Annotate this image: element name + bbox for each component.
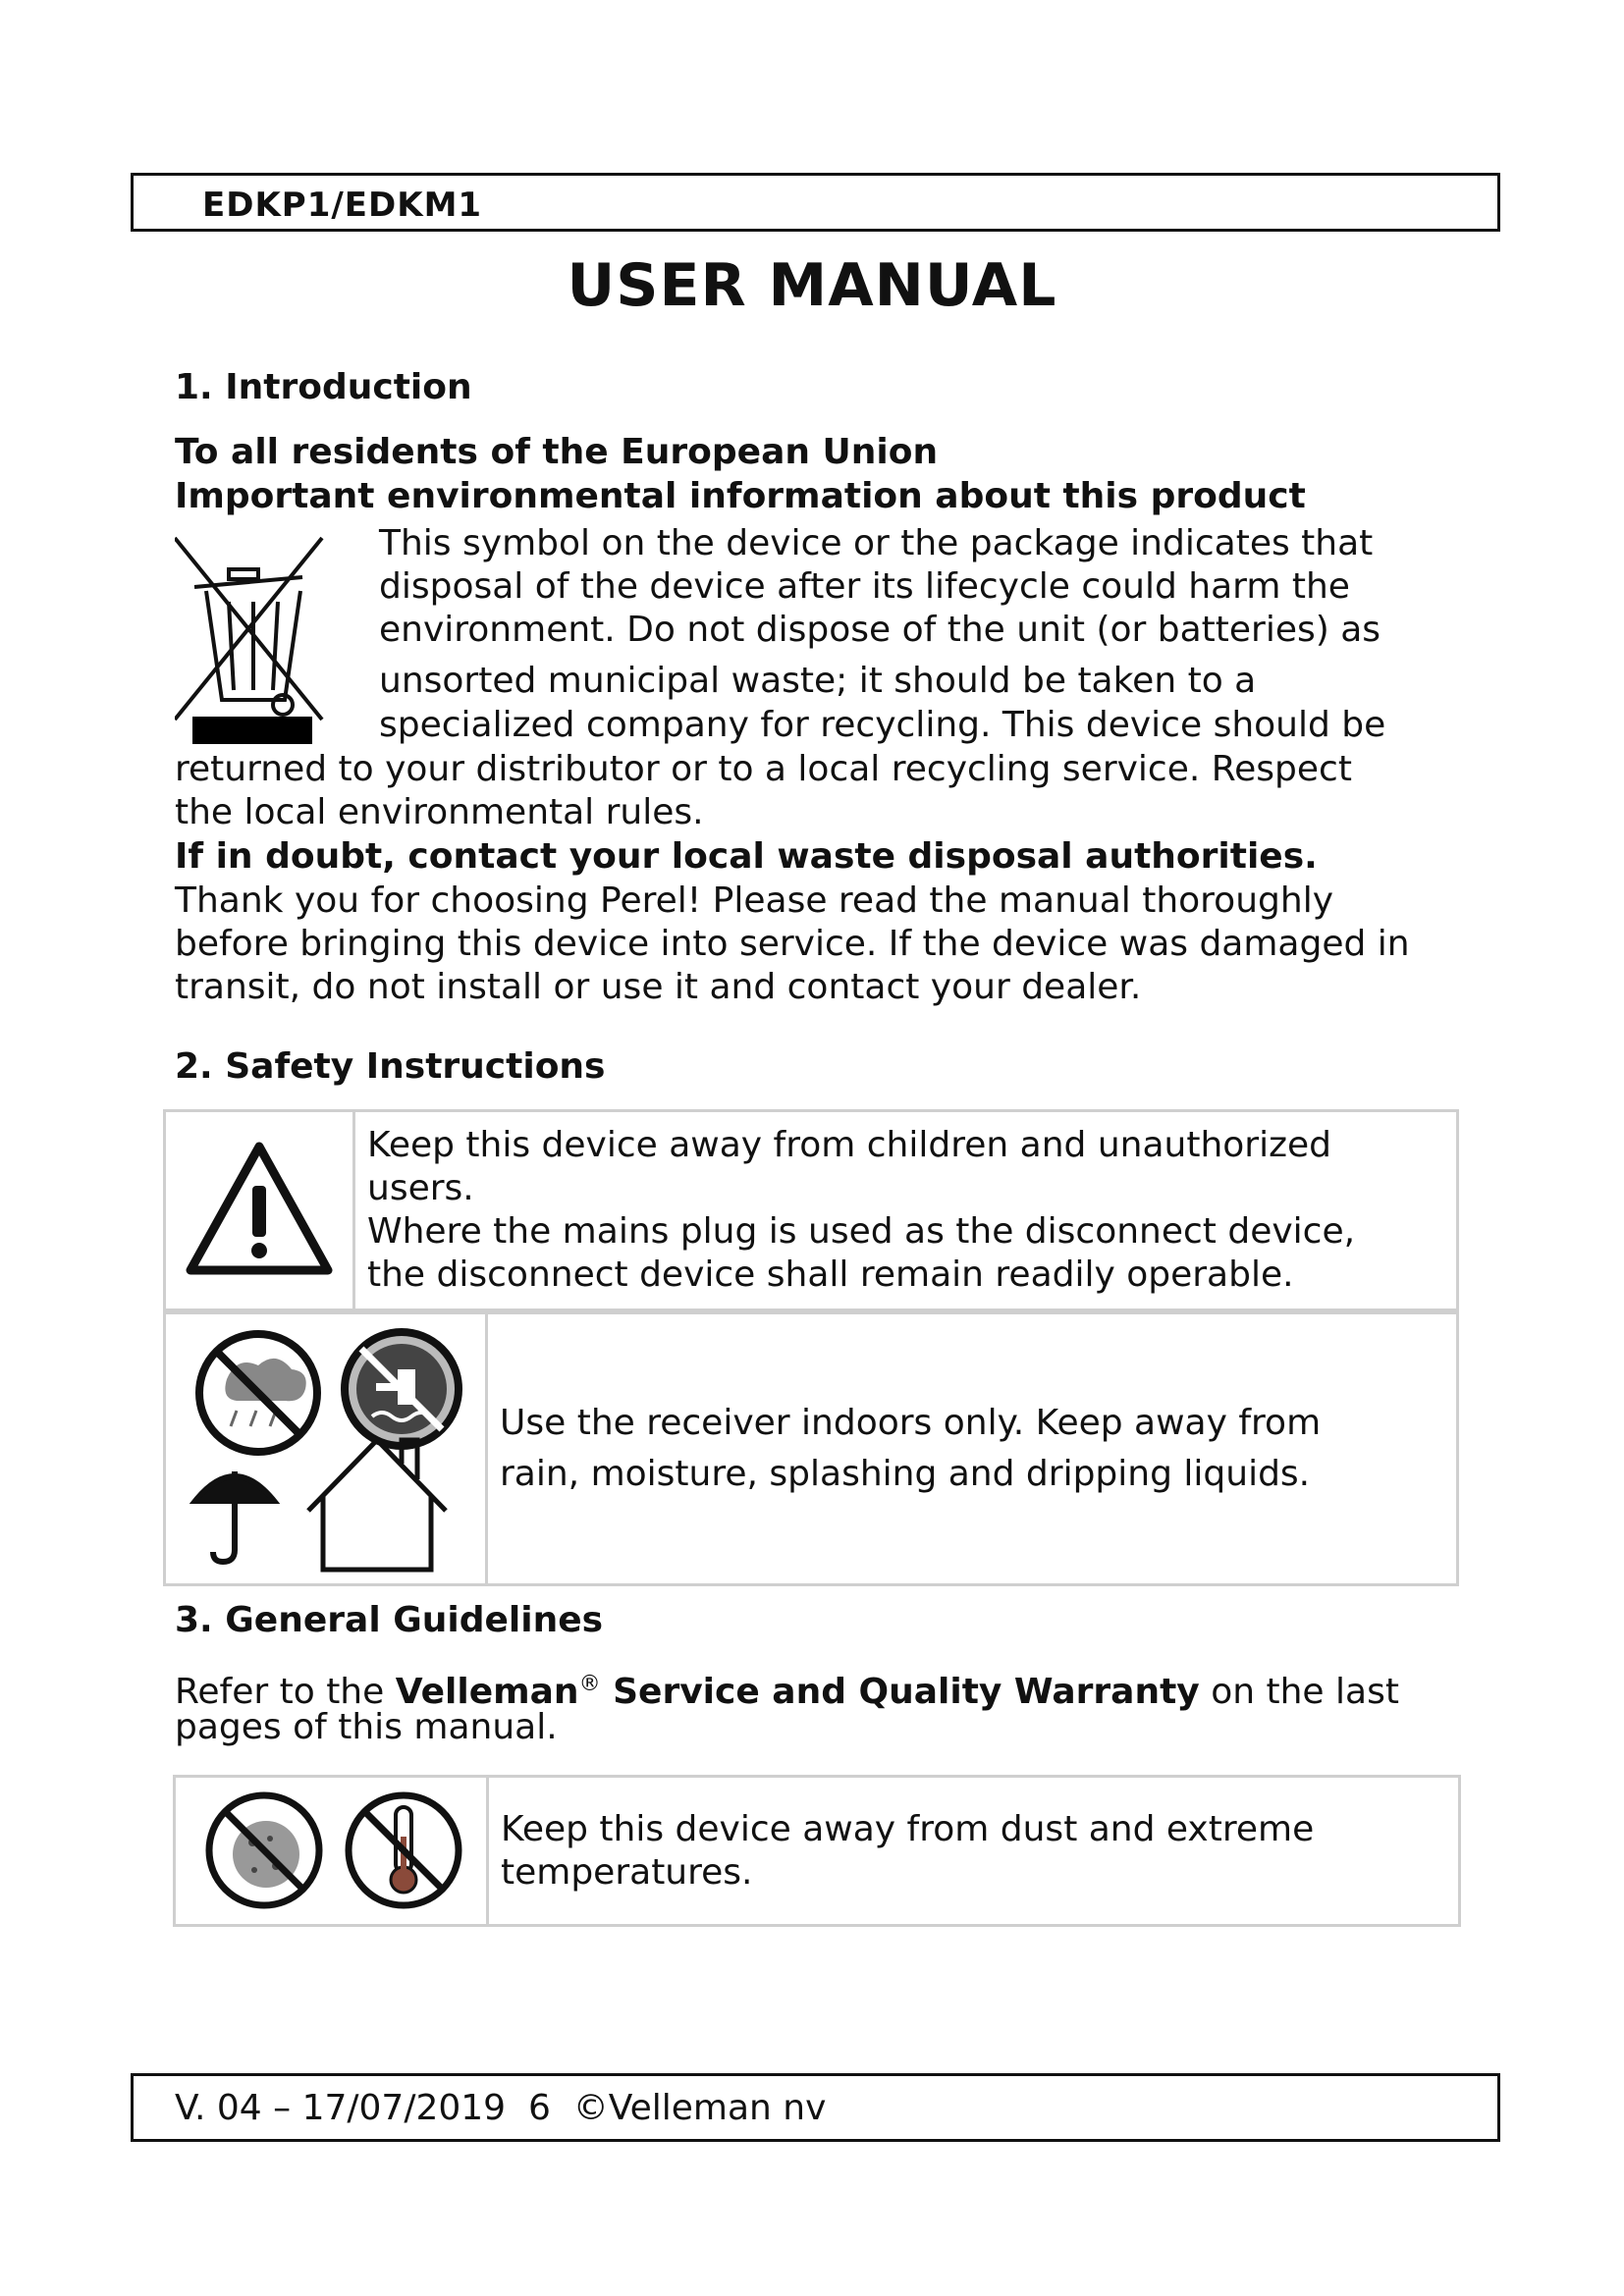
warning-triangle-icon (181, 1135, 338, 1282)
warranty-reference-line-2: pages of this manual. (175, 1707, 558, 1747)
model-header-box (131, 173, 1500, 232)
safety-row-1-line-4: the disconnect device shall remain readily operable. (367, 1255, 1294, 1295)
weee-line-2: disposal of the device after its lifecycle could harm the (379, 566, 1350, 607)
safety-row-2-line-1: Use the receiver indoors only. Keep away from (500, 1403, 1322, 1443)
thanks-line-1: Thank you for choosing Perel! Please read the manual thoroughly (175, 881, 1334, 921)
weee-line-5: specialized company for recycling. This device should be (379, 705, 1386, 745)
indoor-icons-group (166, 1314, 485, 1579)
guidelines-line-2: temperatures. (501, 1851, 753, 1893)
row-2-text-cell (487, 1313, 1458, 1585)
weee-line-3: environment. Do not dispose of the unit (or batteries) as (379, 610, 1381, 650)
page-title: USER MANUAL (567, 251, 1057, 320)
eu-residents-heading: To all residents of the European Union (175, 432, 939, 472)
section-3-heading: 3. General Guidelines (175, 1600, 604, 1640)
footer-box (131, 2073, 1500, 2142)
body-line-2: the local environmental rules. (175, 792, 704, 832)
thanks-line-2: before bringing this device into service. If the device was damaged in (175, 924, 1410, 964)
dust-temp-icons-cell (175, 1777, 488, 1926)
house-icon (308, 1440, 446, 1570)
guidelines-table (173, 1775, 1461, 1927)
safety-row-2-line-2: rain, moisture, splashing and dripping liquids. (500, 1454, 1311, 1494)
model-number: EDKP1/EDKM1 (202, 186, 483, 225)
environment-info-heading: Important environmental information about this product (175, 476, 1306, 516)
safety-row-1-line-3: Where the mains plug is used as the disconnect device, (367, 1211, 1356, 1252)
body-line-1: returned to your distributor or to a local recycling service. Respect (175, 749, 1352, 789)
no-water-plug-icon (345, 1332, 459, 1446)
row-1-text-cell (354, 1111, 1458, 1310)
umbrella-icon (195, 1471, 274, 1562)
section-1-heading: 1. Introduction (175, 367, 472, 407)
no-thermometer-icon (349, 1795, 459, 1905)
safety-row-1-line-2: users. (367, 1168, 474, 1208)
thanks-line-3: transit, do not install or use it and contact your dealer. (175, 967, 1142, 1007)
guidelines-text-cell (488, 1777, 1460, 1926)
section-2-heading: 2. Safety Instructions (175, 1046, 606, 1087)
dust-temp-icons-group (176, 1778, 486, 1920)
weee-line-1: This symbol on the device or the package indicates that (379, 523, 1374, 563)
weee-line-4: unsorted municipal waste; it should be taken to a (379, 661, 1257, 701)
warning-cell (165, 1111, 354, 1310)
guidelines-line-1: Keep this device away from dust and extreme (501, 1808, 1315, 1849)
no-rain-icon (199, 1334, 317, 1452)
no-dust-icon (209, 1795, 319, 1905)
doubt-notice: If in doubt, contact your local waste disposal authorities. (175, 836, 1318, 877)
indoor-icons-cell (165, 1313, 487, 1585)
weee-crossed-bin-icon (175, 528, 332, 754)
safety-table-row-2 (163, 1311, 1459, 1586)
footer-version: V. 04 – 17/07/2019 6 ©Velleman nv (175, 2088, 827, 2128)
safety-row-1-line-1: Keep this device away from children and unauthorized (367, 1125, 1331, 1165)
warranty-reference-line-1: Refer to the Velleman® Service and Quality Warranty on the last (175, 1672, 1399, 1712)
safety-table-row-1 (163, 1109, 1459, 1311)
